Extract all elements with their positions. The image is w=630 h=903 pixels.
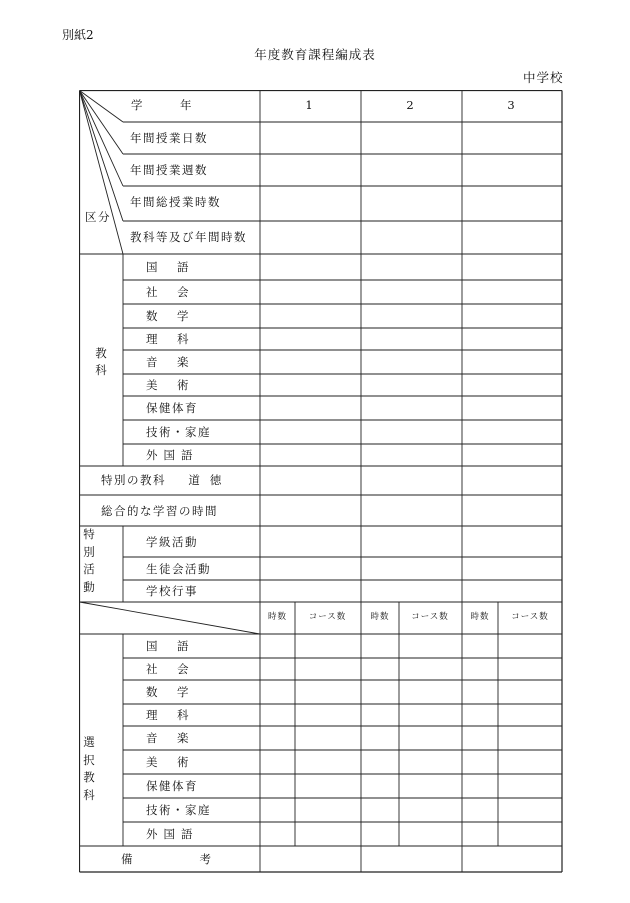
grade-2-header: 2 [406,98,414,112]
electives-group-char: 教 [83,770,95,784]
subject-label-char: 数 [146,309,159,323]
electives-group-label [81,734,97,804]
category-label: 区分 [85,210,111,224]
subject-label [146,309,190,323]
subject-label: 保健体育 [146,401,198,415]
moral-name: 道徳 [188,473,232,487]
corner-diagonal [80,91,124,155]
special-group-char: 動 [83,579,95,594]
corner-diagonal [80,91,124,222]
header-grade-label [131,98,193,112]
subjects-group-char: 教 [95,346,107,360]
special-activities-group-label [81,526,97,596]
subject-label-char: 国 [146,260,159,274]
courses-column-header: コース数 [411,612,449,622]
subject-label-char: 理 [146,332,159,346]
elective-subject-label [146,662,190,676]
elective-subject-label [146,731,190,745]
appendix-number: 別紙2 [62,28,94,42]
courses-column-header: コース数 [308,612,347,622]
elective-header-diagonal [80,602,261,634]
subject-label [146,285,190,299]
school-type: 中学校 [523,70,564,85]
header-annual-hours: 年間総授業時数 [130,195,221,209]
subject-label-char: 科 [177,332,190,346]
subjects-group-char: 科 [95,363,107,377]
grade-3-header: 3 [507,98,515,112]
subject-label-char: 術 [177,378,190,392]
elective-subject-label [146,685,190,699]
subject-label [146,260,190,274]
subjects-group-label [93,345,109,379]
special-activity-council: 生徒会活動 [146,562,211,576]
document-title: 年度教育課程編成表 [254,47,376,62]
corner-diagonal [80,91,124,123]
hours-column-header: 時数 [370,612,390,622]
subject-label-char: 学 [177,309,190,323]
elective-subject-label-char: 国 [146,639,159,653]
elective-subject-label: 保健体育 [146,779,198,793]
elective-subject-label [146,639,190,653]
subject-label-char: 会 [177,285,190,299]
integrated-study-label: 総合的な学習の時間 [101,504,218,518]
curriculum-table [79,90,563,873]
elective-subject-label [146,755,190,769]
grade-1-header: 1 [305,98,313,112]
grade-label-a: 学 [131,98,144,112]
elective-subject-label-char: 語 [177,639,190,653]
elective-subject-label [146,708,190,722]
special-activity-class: 学級活動 [146,535,198,549]
header-annual-days: 年間授業日数 [130,131,208,145]
electives-group-char: 択 [83,752,95,767]
special-group-char: 特 [83,527,95,541]
subject-label-char: 語 [177,260,190,274]
subject-label-char: 社 [146,285,159,299]
elective-subject-label-char: 音 [146,731,159,745]
subject-label [146,378,190,392]
electives-group-char: 科 [83,787,95,802]
elective-subject-label-char: 会 [177,662,190,676]
header-subject-hours: 教科等及び年間時数 [130,230,247,244]
hours-column-header: 時数 [267,612,287,622]
subject-label-char: 楽 [177,355,190,369]
special-group-char: 別 [83,544,95,559]
subject-label: 技術・家庭 [146,425,211,439]
special-group-char: 活 [83,562,95,576]
subject-label [146,355,190,369]
elective-subject-label-char: 数 [146,685,159,699]
subject-label-char: 音 [146,355,159,369]
elective-subject-label-char: 理 [146,708,159,722]
remarks-char: 考 [199,852,211,866]
elective-subject-label-char: 学 [177,685,190,699]
elective-subject-label-char: 術 [177,755,190,769]
special-activity-events: 学校行事 [146,584,198,598]
subject-label: 外国語 [146,448,199,462]
moral-category: 特別の教科 [101,473,166,487]
elective-subject-label-char: 美 [146,755,159,769]
header-annual-weeks: 年間授業週数 [130,163,208,177]
moral-label [101,473,231,487]
courses-column-header: コース数 [511,612,549,622]
elective-subject-label-char: 社 [146,662,159,676]
grade-label-b: 年 [180,98,193,112]
subject-label-char: 美 [146,378,159,392]
remarks-label [121,852,211,866]
elective-subject-label-char: 楽 [177,731,190,745]
hours-column-header: 時数 [470,612,490,622]
remarks-char: 備 [121,852,133,866]
elective-subject-label: 外国語 [146,827,199,841]
elective-subject-label: 技術・家庭 [146,803,211,817]
subject-label [146,332,190,346]
elective-subject-label-char: 科 [177,708,190,722]
electives-group-char: 選 [83,735,95,749]
